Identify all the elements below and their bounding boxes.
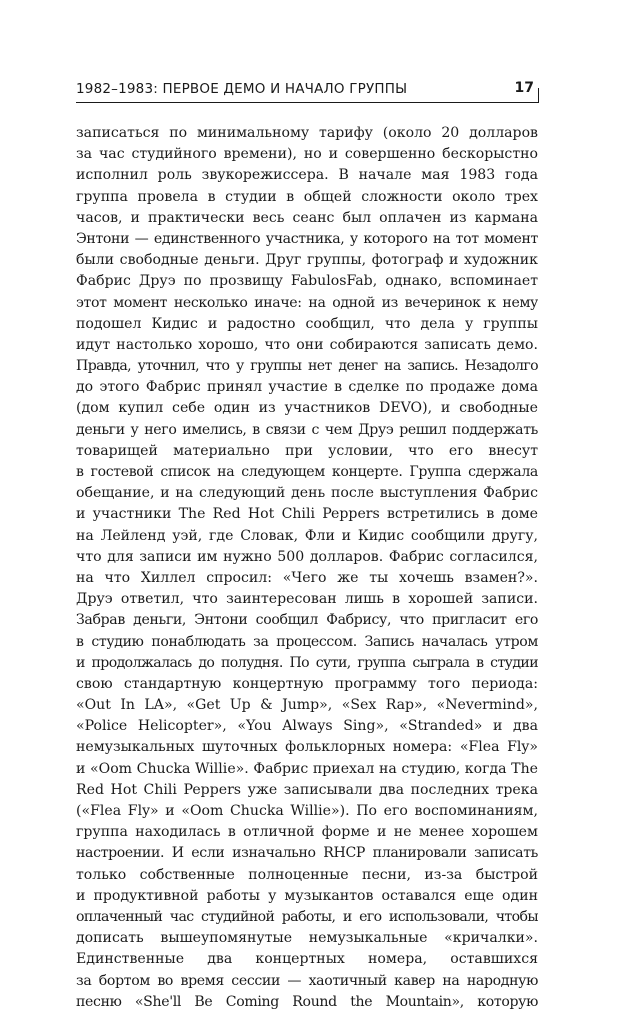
- text-line: («Flea Fly» и «Oom Chucka Willie»). По его воспоминаниям,: [76, 803, 538, 819]
- text-line: и «Oom Chucka Willie». Фабрис приехал на студию, когда The: [76, 760, 538, 777]
- text-line: свою стандартную концертную программу того периода:: [76, 675, 538, 692]
- text-line: и продуктивной работы у музыкантов оставался еще один: [76, 887, 538, 904]
- body-paragraph: [76, 123, 538, 1013]
- text-line: (дом купил себе один из участников DEVO), и свободные: [76, 400, 538, 417]
- text-line: идут настолько хорошо, что они собираются записать демо.: [76, 336, 538, 353]
- text-line: Правда, уточнил, что у группы нет денег на запись. Незадолго: [76, 358, 538, 375]
- text-line: подошел Кидис и радостно сообщил, что дела у группы: [76, 315, 538, 332]
- text-line: группа находилась в отличной форме и не менее хорошем: [76, 824, 538, 841]
- text-line: Фабрис Друэ по прозвищу FabulosFab, однако, вспоминает: [76, 273, 538, 290]
- header-rule-tick: [538, 88, 540, 103]
- text-line: Друэ ответил, что заинтересован лишь в хорошей записи.: [76, 591, 538, 608]
- page-number: 17: [514, 80, 534, 96]
- text-line: группа провела в студии в общей сложности около трех: [76, 188, 538, 205]
- text-line: Забрав деньги, Энтони сообщил Фабрису, что пригласит его: [76, 612, 538, 629]
- text-line: что для записи им нужно 500 долларов. Фабрис согласился,: [76, 548, 538, 565]
- text-line: и участники The Red Hot Chili Peppers встретились в доме: [76, 506, 538, 523]
- text-line: Единственные два концертных номера, оставшихся: [76, 951, 538, 968]
- text-line: настроении. И если изначально RHCP планировали записать: [76, 845, 538, 862]
- text-line: деньги у него имелись, в связи с чем Друэ решил поддержать: [76, 421, 538, 438]
- text-line: на что Хиллел спросил: «Чего же ты хочешь взамен?».: [76, 569, 538, 586]
- text-line: за час студийного времени), но и совершенно бескорыстно: [76, 146, 538, 163]
- text-line: записаться по минимальному тарифу (около 20 долларов: [76, 125, 538, 141]
- text-line: обещание, и на следующий день после выступления Фабрис: [76, 485, 538, 502]
- text-line: за бортом во время сессии — хаотичный кавер на народную: [76, 972, 538, 989]
- text-line: дописать вышеупомянутые немузыкальные «кричалки».: [76, 930, 538, 947]
- text-line: «Out In LA», «Get Up & Jump», «Sex Rap», «Nevermind»,: [76, 697, 538, 714]
- text-line: немузыкальных шуточных фольклорных номера: «Flea Fly»: [76, 739, 538, 756]
- text-line: товарищей материально при условии, что его внесут: [76, 442, 538, 459]
- chapter-title: 1982–1983: ПЕРВОЕ ДЕМО И НАЧАЛО ГРУППЫ: [76, 81, 408, 97]
- text-line: оплаченный час студийной работы, и его использовали, чтобы: [76, 908, 538, 925]
- text-line: этот момент несколько иначе: на одной из вечеринок к нему: [76, 294, 538, 311]
- running-header: [76, 80, 538, 103]
- text-line: часов, и практически весь сеанс был оплачен из кармана: [76, 209, 538, 226]
- text-line: песню «She'll Be Coming Round the Mountain», которую: [76, 993, 538, 1010]
- text-line: Энтони — единственного участника, у которого на тот момент: [76, 230, 538, 247]
- text-line: только собственные полноценные песни, из-за быстрой: [76, 866, 538, 883]
- text-line: исполнил роль звукорежиссера. В начале мая 1983 года: [76, 167, 538, 184]
- text-line: в студию понаблюдать за процессом. Запись началась утром: [76, 633, 538, 650]
- text-line: на Лейленд уэй, где Словак, Фли и Кидис сообщили другу,: [76, 527, 538, 544]
- text-line: были свободные деньги. Друг группы, фотограф и художник: [76, 252, 538, 269]
- text-line: Red Hot Chili Peppers уже записывали два последних трека: [76, 781, 538, 798]
- text-line: в гостевой список на следующем концерте. Группа сдержала: [76, 464, 538, 480]
- text-line: до этого Фабрис принял участие в сделке по продаже дома: [76, 379, 538, 396]
- text-line: и продолжалась до полудня. По сути, группа сыграла в студии: [76, 654, 538, 671]
- text-line: «Police Helicopter», «You Always Sing», «Stranded» и два: [76, 718, 538, 735]
